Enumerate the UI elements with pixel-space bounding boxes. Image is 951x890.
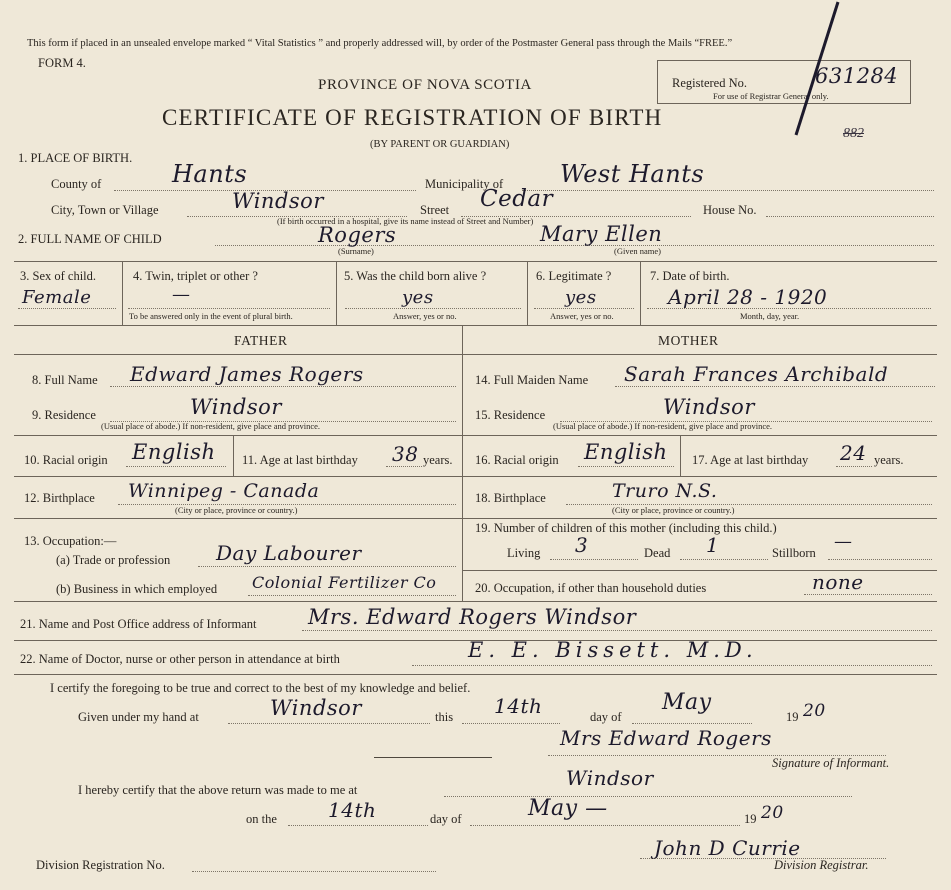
legitimate-value: yes (565, 287, 597, 308)
registrar-statement: I hereby certify that the above return was made to me at (78, 783, 358, 797)
alive-value: yes (402, 287, 434, 308)
mother-residence-value: Windsor (663, 395, 755, 419)
mother-age-label: 17. Age at last birthday (692, 453, 809, 467)
hospital-note: (If birth occurred in a hospital, give its name instead of Street and Number) (277, 216, 534, 226)
twin-note: To be answered only in the event of plural birth. (129, 311, 293, 321)
sex-label: 3. Sex of child. (20, 269, 97, 283)
mother-racial-line (578, 466, 674, 467)
father-age-years: years. (423, 453, 453, 467)
registrar-day-value: 14th (328, 798, 377, 822)
registrar-day-line (288, 825, 428, 826)
dead-value: 1 (706, 533, 720, 557)
mother-birthplace-value: Truro N.S. (612, 480, 718, 502)
house-no-label: House No. (703, 203, 757, 217)
given-month-value: May (662, 690, 712, 715)
child-name-label: 2. FULL NAME OF CHILD (18, 232, 162, 246)
municipality-line (522, 190, 934, 191)
children-count-label: 19. Number of children of this mother (including this child.) (475, 521, 777, 535)
registered-note: For use of Registrar General only. (713, 91, 829, 101)
father-name-value: Edward James Rogers (130, 362, 364, 386)
father-racial-value: English (132, 440, 216, 464)
parents-header-rule (14, 354, 937, 355)
certify-statement: I certify the foregoing to be true and correct to the best of my knowledge and belief. (50, 681, 471, 695)
father-age-label: 11. Age at last birthday (242, 453, 358, 467)
father-name-label: 8. Full Name (32, 373, 98, 387)
house-no-line (766, 216, 934, 217)
place-of-birth-label: 1. PLACE OF BIRTH. (18, 151, 133, 165)
registrar-year-value: 20 (761, 803, 784, 823)
year-value: 20 (803, 701, 826, 721)
this-label: this (435, 710, 454, 724)
registered-label: Registered No. (672, 76, 747, 90)
mother-heading: MOTHER (658, 333, 719, 348)
occupation-top-rule (14, 518, 937, 519)
municipality-label: Municipality of (425, 177, 504, 191)
dead-label: Dead (644, 546, 671, 560)
sex-line (18, 308, 116, 309)
registrar-place-value: Windsor (566, 766, 654, 790)
registrar-signature-caption: Division Registrar. (774, 858, 869, 872)
given-day-value: 14th (494, 694, 543, 718)
municipality-value: West Hants (560, 160, 705, 188)
twin-line (128, 308, 330, 309)
living-label: Living (507, 546, 541, 560)
child-surname-value: Rogers (318, 223, 397, 247)
province-heading: PROVINCE OF NOVA SCOTIA (318, 77, 532, 93)
row3-divider-4 (640, 261, 641, 325)
certificate-subtitle: (BY PARENT OR GUARDIAN) (370, 139, 510, 150)
father-residence-note: (Usual place of abode.) If non-resident, give place and province. (101, 421, 321, 431)
informant-value: Mrs. Edward Rogers Windsor (308, 605, 637, 629)
mailing-notice: This form if placed in an unsealed envelope marked “ Vital Statistics ” and properly addressed will, by order of the Postmaster General pass through the Mails “FREE.” (27, 38, 733, 49)
mother-occupation-line (804, 594, 932, 595)
certificate-title: CERTIFICATE OF REGISTRATION OF BIRTH (162, 105, 663, 130)
crossed-number: 882 (843, 126, 864, 141)
mother-birthplace-label: 18. Birthplace (475, 491, 546, 505)
mother-occupation-rule (462, 570, 937, 571)
mother-age-divider (680, 435, 681, 476)
row3-divider-2 (336, 261, 337, 325)
street-value: Cedar (480, 186, 554, 212)
mother-residence-label: 15. Residence (475, 408, 546, 422)
racial-bottom-rule (14, 476, 937, 477)
given-day-line (462, 723, 560, 724)
informant-signature: Mrs Edward Rogers (560, 726, 772, 750)
father-residence-value: Windsor (190, 395, 282, 419)
trade-value: Day Labourer (216, 541, 362, 565)
stillborn-line (828, 559, 932, 560)
parents-divider (462, 325, 463, 601)
mother-residence-note: (Usual place of abode.) If non-resident, give place and province. (553, 421, 773, 431)
father-racial-label: 10. Racial origin (24, 453, 108, 467)
alive-line (345, 308, 521, 309)
father-age-line (386, 466, 422, 467)
racial-top-rule (14, 435, 937, 436)
row3-divider-3 (527, 261, 528, 325)
father-birthplace-label: 12. Birthplace (24, 491, 95, 505)
legitimate-label: 6. Legitimate ? (536, 269, 612, 283)
registrar-day-of-label: day of (430, 812, 462, 826)
business-value: Colonial Fertilizer Co (252, 573, 437, 592)
day-of-label: day of (590, 710, 622, 724)
legitimate-line (534, 308, 634, 309)
trade-line (198, 566, 456, 567)
informant-line (302, 630, 932, 631)
mother-age-value: 24 (840, 441, 867, 465)
division-registration-label: Division Registration No. (36, 858, 165, 872)
row3-bottom-rule (14, 325, 937, 326)
alive-label: 5. Was the child born alive ? (344, 269, 487, 283)
mother-birthplace-note: (City or place, province or country.) (612, 505, 735, 515)
registrar-month-value: May — (528, 796, 608, 821)
separator-rule (374, 757, 492, 758)
twin-value: — (172, 284, 191, 305)
father-heading: FATHER (234, 333, 288, 348)
row3-top-rule (14, 261, 937, 262)
doctor-line (412, 665, 932, 666)
living-line (550, 559, 638, 560)
county-label: County of (51, 177, 102, 191)
business-label: (b) Business in which employed (56, 582, 218, 596)
surname-caption: (Surname) (338, 246, 374, 256)
living-value: 3 (575, 533, 589, 557)
legitimate-note: Answer, yes or no. (550, 311, 614, 321)
date-of-birth-note: Month, day, year. (740, 311, 800, 321)
father-birthplace-note: (City or place, province or country.) (175, 505, 298, 515)
registered-number-value: 631284 (815, 64, 899, 88)
registrar-year-prefix: 19 (744, 812, 757, 826)
given-caption: (Given name) (614, 246, 661, 256)
informant-top-rule (14, 601, 937, 602)
sex-value: Female (22, 287, 92, 308)
stillborn-label: Stillborn (772, 546, 816, 560)
date-of-birth-value: April 28 - 1920 (668, 285, 828, 309)
on-the-label: on the (246, 812, 277, 826)
twin-label: 4. Twin, triplet or other ? (133, 269, 258, 283)
father-name-line (110, 386, 456, 387)
mother-occupation-label: 20. Occupation, if other than household duties (475, 581, 707, 595)
trade-label: (a) Trade or profession (56, 553, 171, 567)
county-value: Hants (172, 160, 248, 188)
mother-racial-label: 16. Racial origin (475, 453, 559, 467)
father-age-divider (233, 435, 234, 476)
father-age-value: 38 (392, 442, 419, 466)
doctor-value: E. E. Bissett. M.D. (468, 638, 758, 662)
mother-racial-value: English (584, 440, 668, 464)
father-residence-label: 9. Residence (32, 408, 96, 422)
registrar-signature: John D Currie (654, 836, 801, 860)
year-prefix: 19 (786, 710, 799, 724)
mother-name-line (615, 386, 935, 387)
father-occupation-label: 13. Occupation:— (24, 534, 117, 548)
stillborn-value: — (834, 531, 853, 552)
city-label: City, Town or Village (51, 203, 159, 217)
doctor-label: 22. Name of Doctor, nurse or other person in attendance at birth (20, 652, 340, 666)
mother-age-years: years. (874, 453, 904, 467)
given-place-line (228, 723, 430, 724)
registrar-place-line (444, 796, 852, 797)
given-place-value: Windsor (270, 696, 362, 720)
mother-occupation-value: none (812, 570, 864, 594)
division-registration-line (192, 871, 436, 872)
business-line (248, 595, 456, 596)
child-given-value: Mary Ellen (540, 222, 663, 246)
father-racial-line (126, 466, 226, 467)
mother-name-label: 14. Full Maiden Name (475, 373, 589, 387)
mother-age-line (836, 466, 872, 467)
city-value: Windsor (232, 189, 324, 213)
date-of-birth-label: 7. Date of birth. (650, 269, 730, 283)
pen-stroke-mark (780, 0, 850, 140)
given-under-label: Given under my hand at (78, 710, 199, 724)
alive-note: Answer, yes or no. (393, 311, 457, 321)
given-month-line (632, 723, 752, 724)
dead-line (680, 559, 768, 560)
street-label: Street (420, 203, 450, 217)
informant-label: 21. Name and Post Office address of Informant (20, 617, 257, 631)
row3-divider-1 (122, 261, 123, 325)
form-number: FORM 4. (38, 56, 86, 70)
certify-top-rule (14, 674, 937, 675)
mother-name-value: Sarah Frances Archibald (624, 362, 889, 386)
father-birthplace-value: Winnipeg - Canada (128, 480, 320, 502)
informant-signature-caption: Signature of Informant. (772, 756, 890, 770)
registrar-month-line (470, 825, 740, 826)
